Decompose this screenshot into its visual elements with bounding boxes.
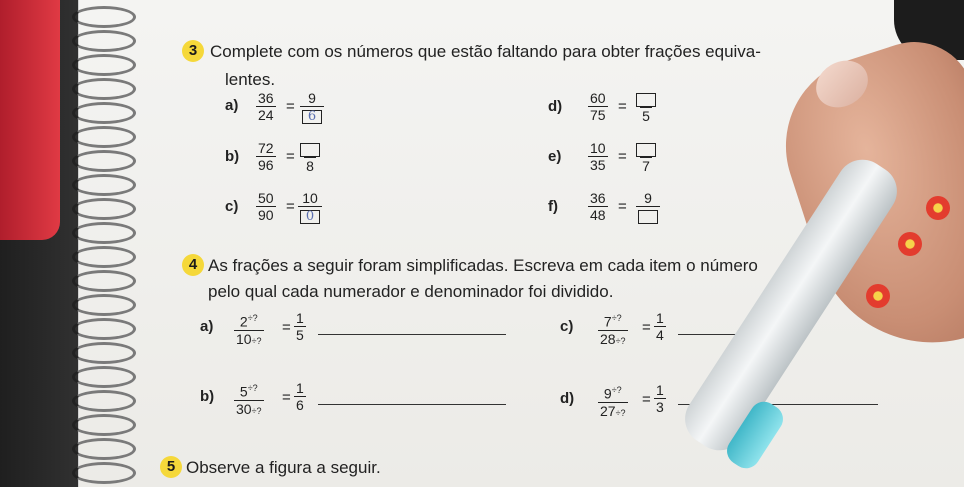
equals-sign: = xyxy=(286,148,295,165)
item-4a-result-fraction: $\frac{1}{5}$ xyxy=(296,310,304,343)
question-3-number: 3 xyxy=(182,40,204,62)
item-3e-label: e) xyxy=(548,148,562,165)
item-3c-fraction: $\frac{50}{90}$ xyxy=(258,190,274,223)
item-4a-answer-line[interactable] xyxy=(318,334,506,335)
equals-sign: = xyxy=(642,391,651,408)
item-4c-fraction: $\frac{7^{\div?}}{28\div?}$ xyxy=(600,313,626,347)
equals-sign: = xyxy=(282,389,291,406)
item-3a-answer-box[interactable]: 6 xyxy=(302,110,322,124)
item-3d-answer-fraction: 5 xyxy=(634,90,658,124)
question-4-number: 4 xyxy=(182,254,204,276)
item-3d-label: d) xyxy=(548,98,563,115)
item-3d-answer-box[interactable] xyxy=(636,93,656,107)
equals-sign: = xyxy=(642,319,651,336)
question-5-instruction: Observe a figura a seguir. xyxy=(186,458,381,477)
question-3-instruction-line2: lentes. xyxy=(225,70,276,89)
item-4a-label: a) xyxy=(200,318,214,335)
equals-sign: = xyxy=(286,198,295,215)
item-4b-result-fraction: $\frac{1}{6}$ xyxy=(296,380,304,413)
item-4d-result-fraction: $\frac{1}{3}$ xyxy=(656,382,664,415)
equals-sign: = xyxy=(618,98,627,115)
equals-sign: = xyxy=(618,198,627,215)
flower-decoration-icon xyxy=(926,196,950,220)
item-3b-label: b) xyxy=(225,148,240,165)
item-4b-label: b) xyxy=(200,388,215,405)
item-3e-answer-box[interactable] xyxy=(636,143,656,157)
question-4-instruction-line2: pelo qual cada numerador e denominador foi dividido. xyxy=(208,282,614,301)
item-4b-fraction: $\frac{5^{\div?}}{30\div?}$ xyxy=(236,383,262,417)
item-3e-answer-fraction: 7 xyxy=(634,140,658,174)
flower-decoration-icon xyxy=(898,232,922,256)
item-3f-fraction: $\frac{36}{48}$ xyxy=(590,190,606,223)
item-3c-label: c) xyxy=(225,198,239,215)
item-4c-result-fraction: $\frac{1}{4}$ xyxy=(656,310,664,343)
item-4a-fraction: $\frac{2^{\div?}}{10\div?}$ xyxy=(236,313,262,347)
item-4d-label: d) xyxy=(560,390,575,407)
item-4b-answer-line[interactable] xyxy=(318,404,506,405)
item-3f-label: f) xyxy=(548,198,558,215)
item-3a-label: a) xyxy=(225,97,239,114)
question-5-number: 5 xyxy=(160,456,182,478)
equals-sign: = xyxy=(282,319,291,336)
item-3b-answer-box[interactable] xyxy=(300,143,320,157)
item-3f-answer-fraction: 9 xyxy=(636,190,660,224)
item-3c-answer-box[interactable]: 0 xyxy=(300,210,320,224)
item-3c-answer-fraction: $\frac{10}{0}$ xyxy=(298,190,322,224)
item-3e-fraction: $\frac{10}{35}$ xyxy=(590,140,606,173)
item-4d-fraction: $\frac{9^{\div?}}{27\div?}$ xyxy=(600,385,626,419)
flower-decoration-icon xyxy=(866,284,890,308)
equals-sign: = xyxy=(286,98,295,115)
question-4-instruction-line1: As frações a seguir foram simplificadas. Escreva em cada item o número xyxy=(208,256,758,275)
item-4c-label: c) xyxy=(560,318,574,335)
item-3f-answer-box[interactable] xyxy=(638,210,658,224)
item-3a-answer-fraction: $\frac{9}{6}$ xyxy=(300,90,324,124)
item-3b-fraction: $\frac{72}{96}$ xyxy=(258,140,274,173)
question-3-instruction-line1: Complete com os números que estão faltando para obter frações equiva- xyxy=(210,42,761,61)
equals-sign: = xyxy=(618,148,627,165)
item-3a-fraction: $\frac{36}{24}$ xyxy=(258,90,274,123)
item-3d-fraction: $\frac{60}{75}$ xyxy=(590,90,606,123)
item-3b-answer-fraction: 8 xyxy=(298,140,322,174)
